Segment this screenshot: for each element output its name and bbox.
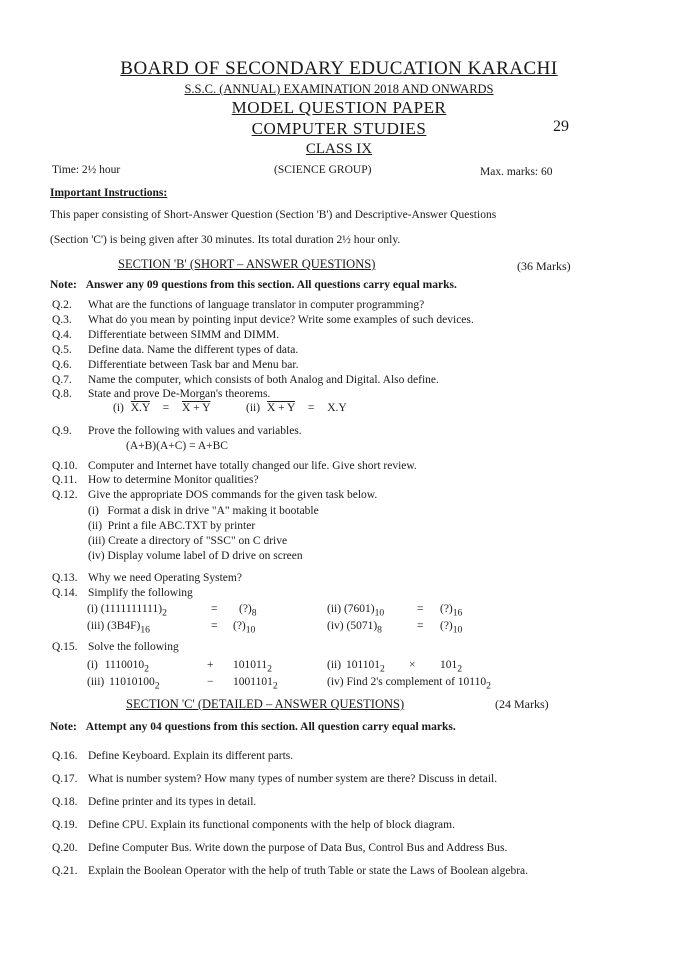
section-c-title: SECTION 'C' (DETAILED – ANSWER QUESTIONS) — [126, 697, 405, 711]
q15-c-label: (iii) — [87, 676, 105, 688]
q8-p2-label: (ii) — [246, 402, 261, 414]
q15-a-op: + — [207, 659, 214, 671]
q14-d-eq: = — [417, 620, 424, 632]
question-row — [52, 750, 293, 762]
question-text: What is number system? How many types of number system are there? Discuss in detail. — [88, 773, 498, 785]
exam-group: (SCIENCE GROUP) — [274, 164, 372, 176]
q14-d-ans: (?) — [440, 620, 453, 632]
instructions-line-2: (Section 'C') is being given after 30 minutes. Its total duration 2½ hour only. — [50, 234, 401, 246]
question-row — [52, 474, 259, 486]
instructions-title: Important Instructions: — [50, 187, 168, 199]
question-row — [52, 865, 528, 877]
q15-b-b2: 2 — [457, 663, 463, 675]
q15-a-right — [233, 659, 272, 674]
question-row — [52, 374, 439, 386]
q14-c-base: 16 — [140, 624, 150, 636]
question-text: Define data. Name the different types of data. — [88, 344, 299, 356]
q15-c-v1: 11010100 — [109, 676, 155, 688]
q15-a-b1: 2 — [144, 663, 149, 675]
q14-c-answer — [233, 620, 255, 635]
question-row — [52, 329, 279, 341]
question-text: Differentiate between Task bar and Menu bar. — [88, 359, 299, 371]
q14-d-label: (iv) — [327, 620, 344, 632]
question-text: State and prove De-Morgan's theorems. — [88, 388, 271, 400]
question-text: Give the appropriate DOS commands for the given task below. — [88, 489, 378, 501]
question-row — [52, 344, 298, 356]
q8-p2-eq: = — [307, 402, 315, 414]
q14-b-value: (7601) — [343, 603, 375, 615]
q15-d-label: (iv) — [327, 676, 344, 688]
q15-b-op: × — [409, 659, 416, 671]
question-number: Q.20. — [52, 842, 78, 854]
q15-a-v2: 101011 — [233, 659, 268, 671]
q15-c-b1: 2 — [154, 680, 160, 692]
max-marks: Max. marks: 60 — [480, 166, 553, 178]
question-row — [52, 359, 298, 371]
q13 — [52, 572, 242, 584]
question-row — [52, 388, 270, 400]
q14-d-base: 8 — [377, 624, 382, 636]
q12-part: (ii) Print a file ABC.TXT by printer — [88, 520, 256, 532]
q9-text: Prove the following with values and variables. — [88, 425, 302, 437]
q14-c-eq: = — [211, 620, 218, 632]
question-text: Name the computer, which consists of both Analog and Digital. Also define. — [88, 374, 439, 386]
question-number: Q.12. — [52, 489, 78, 501]
question-number: Q.4. — [52, 329, 72, 341]
q8-p2-lhs: X + Y — [266, 402, 295, 414]
q15-a-left — [87, 659, 149, 674]
class-title: CLASS IX — [305, 141, 373, 157]
q8-part-1 — [113, 402, 210, 414]
q14 — [52, 587, 193, 599]
q14-a-base: 2 — [162, 607, 167, 619]
instructions-line-1: This paper consisting of Short-Answer Question (Section 'B') and Descriptive-Answer Questions — [50, 209, 497, 221]
q14-a — [87, 603, 167, 618]
question-number: Q.11. — [52, 474, 78, 486]
q14-c-value: (3B4F) — [107, 620, 141, 632]
q12-part: (iii) Create a directory of "SSC" on C drive — [88, 535, 288, 547]
q15-text: Solve the following — [88, 641, 179, 653]
q8-p1-lhs: X.Y — [130, 402, 150, 414]
question-text: Define Computer Bus. Write down the purpose of Data Bus, Control Bus and Address Bus. — [88, 842, 508, 854]
section-b-title: SECTION 'B' (SHORT – ANSWER QUESTIONS) — [118, 257, 376, 271]
question-text: Define CPU. Explain its functional components with the help of block diagram. — [88, 819, 455, 831]
question-row — [52, 819, 455, 831]
q13-number: Q.13. — [52, 572, 78, 584]
q14-a-label: (i) — [87, 603, 98, 615]
q15-a-label: (i) — [87, 659, 98, 671]
question-text: How to determine Monitor qualities? — [88, 474, 259, 486]
note-text: Attempt any 04 questions from this section. All question carry equal marks. — [85, 721, 456, 733]
q9-number: Q.9. — [52, 425, 72, 437]
q14-b-eq: = — [417, 603, 424, 615]
question-text: Computer and Internet have totally changed our life. Give short review. — [88, 460, 417, 472]
q15-a-b2: 2 — [267, 663, 272, 675]
question-row — [52, 842, 507, 854]
question-number: Q.7. — [52, 374, 72, 386]
q12-part: (i) Format a disk in drive "A" making it bootable — [88, 505, 319, 517]
q15-b-b1: 2 — [380, 663, 385, 675]
question-number: Q.17. — [52, 773, 78, 785]
section-c-marks: (24 Marks) — [495, 697, 549, 711]
section-b-note — [50, 279, 457, 291]
note-label: Note: — [50, 721, 77, 733]
question-text: Explain the Boolean Operator with the help of truth Table or state the Laws of Boolean algebra. — [88, 865, 528, 877]
note-text: Answer any 09 questions from this section. All questions carry equal marks. — [85, 279, 457, 291]
question-number: Q.2. — [52, 299, 72, 311]
q8-p1-eq: = — [162, 402, 170, 414]
q9-expression: (A+B)(A+C) = A+BC — [126, 440, 228, 452]
q14-b-base: 10 — [374, 607, 385, 619]
q14-d-answer — [440, 620, 462, 635]
q15-c-left — [87, 676, 160, 691]
q14-c-ans: (?) — [233, 620, 246, 632]
page-number: 29 — [553, 118, 569, 135]
exam-time: Time: 2½ hour — [52, 164, 121, 176]
question-row — [52, 460, 417, 472]
question-text: Define Keyboard. Explain its different parts. — [88, 750, 294, 762]
q8-p1-label: (i) — [113, 402, 124, 414]
board-title: BOARD OF SECONDARY EDUCATION KARACHI — [120, 58, 558, 79]
question-number: Q.16. — [52, 750, 78, 762]
q15-number: Q.15. — [52, 641, 78, 653]
q15-b-v1: 101101 — [345, 659, 381, 671]
section-c-note — [50, 721, 456, 733]
q14-d-value: (5071) — [346, 620, 378, 632]
q14-b-ans-base: 16 — [452, 607, 463, 619]
question-row — [52, 773, 497, 785]
question-number: Q.8. — [52, 388, 72, 400]
q14-a-ans-base: 8 — [251, 607, 257, 619]
q14-a-eq: = — [211, 603, 218, 615]
q14-c-ans-base: 10 — [245, 624, 256, 636]
q15-b-label: (ii) — [327, 659, 342, 671]
q13-text: Why we need Operating System? — [88, 572, 242, 584]
q15-c-b2: 2 — [272, 680, 278, 692]
q15-c-right — [233, 676, 278, 691]
q15-d — [327, 676, 491, 691]
question-number: Q.21. — [52, 865, 78, 877]
q14-b-label: (ii) — [327, 603, 342, 615]
q14-c-label: (iii) — [87, 620, 105, 632]
q8-part-2 — [246, 402, 347, 414]
q14-text: Simplify the following — [88, 587, 193, 599]
question-row — [52, 796, 256, 808]
question-row — [52, 489, 377, 501]
q14-a-value: (1111111111) — [100, 603, 163, 615]
question-number: Q.5. — [52, 344, 72, 356]
q14-c — [87, 620, 150, 635]
q15-b-right — [440, 659, 462, 674]
q15-b-left — [327, 659, 385, 674]
q14-d-ans-base: 10 — [452, 624, 463, 636]
q14-b-ans: (?) — [440, 603, 453, 615]
q14-a-ans: (?) — [239, 603, 252, 615]
section-b-marks: (36 Marks) — [517, 259, 571, 273]
q14-b-answer — [440, 603, 462, 618]
q14-a-answer — [239, 603, 257, 618]
exam-title: S.S.C. (ANNUAL) EXAMINATION 2018 AND ONWARDS — [184, 82, 494, 96]
paper-title: MODEL QUESTION PAPER — [231, 98, 447, 117]
subject-title: COMPUTER STUDIES — [251, 119, 427, 138]
question-row — [52, 299, 424, 311]
q14-b — [327, 603, 384, 618]
question-number: Q.6. — [52, 359, 72, 371]
question-row — [52, 314, 474, 326]
q8-p1-rhs: X + Y — [182, 402, 211, 414]
q15-b-v2: 101 — [440, 659, 458, 671]
question-text: Define printer and its types in detail. — [88, 796, 257, 808]
q15-d-text: Find 2's complement of 10110 — [346, 676, 487, 688]
q15-c-v2: 1001101 — [233, 676, 273, 688]
q9 — [52, 425, 302, 437]
q15-a-v1: 1110010 — [104, 659, 145, 671]
question-text: What do you mean by pointing input device? Write some examples of such devices. — [88, 314, 474, 326]
question-number: Q.3. — [52, 314, 72, 326]
q15 — [52, 641, 179, 653]
question-text: What are the functions of language translator in computer programming? — [88, 299, 425, 311]
note-label: Note: — [50, 279, 77, 291]
q12-part: (iv) Display volume label of D drive on screen — [88, 550, 303, 562]
question-number: Q.10. — [52, 460, 78, 472]
question-number: Q.18. — [52, 796, 78, 808]
q8-p2-rhs: X.Y — [327, 402, 347, 414]
q15-c-op: − — [207, 676, 214, 688]
q14-number: Q.14. — [52, 587, 78, 599]
question-number: Q.19. — [52, 819, 78, 831]
q15-d-base: 2 — [486, 680, 491, 692]
question-text: Differentiate between SIMM and DIMM. — [88, 329, 280, 341]
q14-d — [327, 620, 382, 635]
